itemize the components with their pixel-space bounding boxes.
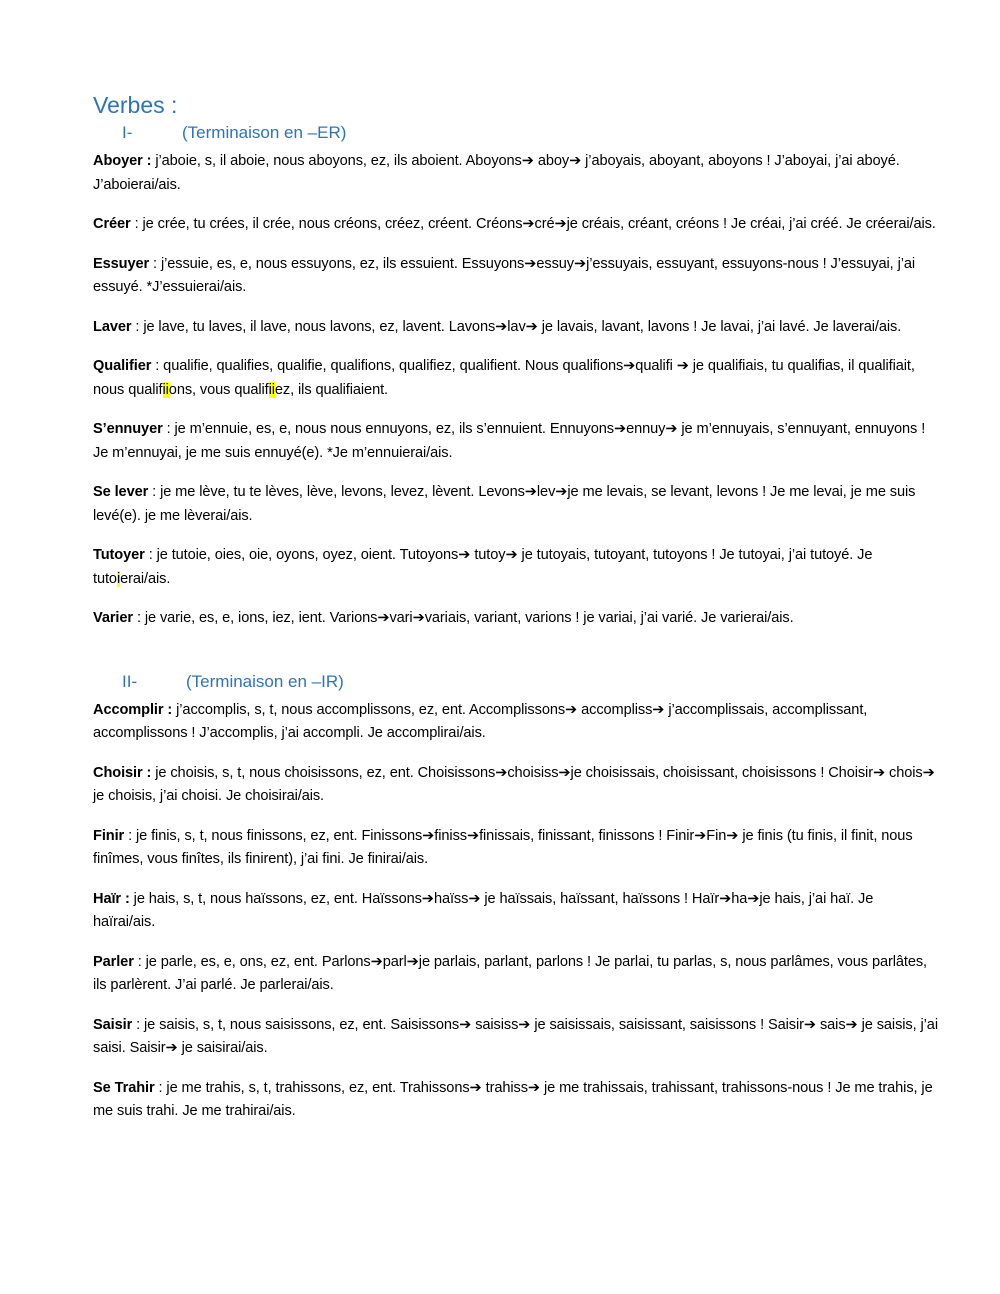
verb-entry-qualifier xyxy=(93,355,938,402)
verb-entry-se-lever xyxy=(93,481,938,528)
verb-entry-aboyer xyxy=(93,150,938,197)
verb-conjugation: je hais, s, t, nous haïssons, ez, ent. Haïssons➔haïss➔ je haïssais, haïssant, haïssons ! Haïr➔ha➔je hais, j’ai haï. Je haïrai/ais. xyxy=(93,890,874,930)
verb-name: Haïr : xyxy=(93,890,130,907)
verb-conjugation: je choisis, s, t, nous choisissons, ez, ent. Choisissons➔choisiss➔je choisissais, choisissant, choisissons ! Choisir➔ chois➔ je choisis, j’ai choisi. Je choisirai/ais. xyxy=(93,764,935,804)
verb-entry-laver xyxy=(93,316,938,340)
verb-name: Créer xyxy=(93,216,131,232)
verb-conjugation: : j’essuie, es, e, nous essuyons, ez, ils essuient. Essuyons➔essuy➔j’essuyais, essuyant, essuyons-nous ! J’essuyai, j’ai essuyé. *J’essuierai/ais. xyxy=(93,255,916,295)
verb-name: Choisir : xyxy=(93,764,152,781)
verb-entry-hair xyxy=(93,888,938,935)
verb-entry-accomplir xyxy=(93,699,938,746)
verb-name: Tutoyer xyxy=(93,547,145,563)
verb-name: Qualifier xyxy=(93,358,152,374)
section-spacer xyxy=(93,647,938,671)
verb-conjugation: : je me trahis, s, t, trahissons, ez, ent. Trahissons➔ trahiss➔ je me trahissais, trahissant, trahissons-nous ! Je me trahis, je me suis trahi. Je me trahirai/ais. xyxy=(93,1079,933,1119)
section-number: II- xyxy=(122,671,138,691)
verb-conjugation: : qualifie, qualifies, qualifie, qualifions, qualifiez, qualifient. Nous qualifions➔qualifi ➔ je qualifiais, tu qualifias, il qualifiait, nous qualif xyxy=(93,358,915,398)
verb-entry-sennuyer xyxy=(93,418,938,465)
section-title: (Terminaison en –IR) xyxy=(186,671,344,691)
verb-conjugation: j’aboie, s, il aboie, nous aboyons, ez, ils aboient. Aboyons➔ aboy➔ j’aboyais, aboyant, aboyons ! J’aboyai, j’ai aboyé. J’aboierai/ais. xyxy=(93,153,900,193)
section-number: I- xyxy=(122,123,133,142)
verb-entry-saisir xyxy=(93,1014,938,1061)
verb-name: Se Trahir xyxy=(93,1079,155,1096)
verb-name: Parler xyxy=(93,953,134,970)
verb-name: Varier xyxy=(93,610,133,626)
verb-conjugation: : je tutoie, oies, oie, oyons, oyez, oient. Tutoyons➔ tutoy➔ je tutoyais, tutoyant, tutoyons ! Je tutoyai, j’ai tutoyé. Je tuto xyxy=(93,547,873,587)
verb-entry-choisir xyxy=(93,762,938,809)
verb-entry-parler xyxy=(93,951,938,998)
verb-conjugation: : je crée, tu crées, il crée, nous créons, créez, créent. Créons➔cré➔je créais, créant, créons ! Je créai, j’ai créé. Je créerai/ais. xyxy=(130,216,936,232)
verb-name: S’ennuyer xyxy=(93,421,163,437)
section-heading-er xyxy=(93,122,938,144)
verb-name: Aboyer : xyxy=(93,153,152,169)
section-heading-ir xyxy=(93,671,938,693)
verb-conjugation: ez, ils qualifiaient. xyxy=(274,381,388,398)
verb-name: Essuyer xyxy=(93,255,150,272)
verb-conjugation: : je finis, s, t, nous finissons, ez, ent. Finissons➔finiss➔finissais, finissant, finissons ! Finir➔Fin➔ je finis (tu finis, il finit, nous finîmes, vous finîtes, ils finirent), j’ai fini. Je finirai/ais. xyxy=(93,827,913,867)
verb-name: Finir xyxy=(93,827,125,844)
document-page xyxy=(93,90,938,1140)
highlighted-text: ii xyxy=(162,381,169,398)
verb-conjugation: : je saisis, s, t, nous saisissons, ez, ent. Saisissons➔ saisiss➔ je saisissais, saisissant, saisissons ! Saisir➔ sais➔ je saisis, j’ai saisi. Saisir➔ je saisirai/ais. xyxy=(93,1016,938,1056)
highlighted-text: i xyxy=(116,570,121,587)
verb-entry-essuyer xyxy=(93,253,938,300)
verb-conjugation: j’accomplis, s, t, nous accomplissons, ez, ent. Accomplissons➔ accompliss➔ j’accomplissais, accomplissant, accomplissons ! J’accomplis, j’ai accompli. Je accomplirai/ais. xyxy=(93,701,868,741)
verb-name: Accomplir : xyxy=(93,701,173,718)
verb-name: Saisir xyxy=(93,1016,133,1033)
section-title: (Terminaison en –ER) xyxy=(182,123,347,142)
verb-conjugation: : je me lève, tu te lèves, lève, levons, levez, lèvent. Levons➔lev➔je me levais, se levant, levons ! Je me levai, je me suis levé(e). je me lèverai/ais. xyxy=(93,484,916,524)
document-title: Verbes : xyxy=(93,92,178,118)
verb-entry-se-trahir xyxy=(93,1077,938,1124)
verb-conjugation: ons, vous qualif xyxy=(168,381,269,398)
verb-entry-varier xyxy=(93,607,938,631)
verb-conjugation: : je parle, es, e, ons, ez, ent. Parlons➔parl➔je parlais, parlant, parlons ! Je parlai, tu parlas, s, nous parlâmes, vous parlâtes, ils parlèrent. J’ai parlé. Je parlerai/ais. xyxy=(93,953,928,993)
verb-name: Se lever xyxy=(93,484,149,500)
verb-entry-tutoyer xyxy=(93,544,938,591)
verb-name: Laver xyxy=(93,318,132,335)
verb-conjugation: erai/ais. xyxy=(120,570,171,587)
verb-entry-creer xyxy=(93,213,938,237)
verb-conjugation: : je varie, es, e, ions, iez, ient. Varions➔vari➔variais, variant, varions ! je variai, j’ai varié. Je varierai/ais. xyxy=(132,610,794,626)
verb-conjugation: : je lave, tu laves, il lave, nous lavons, ez, lavent. Lavons➔lav➔ je lavais, lavant, lavons ! Je lavai, j’ai lavé. Je laverai/ais. xyxy=(131,318,902,335)
highlighted-text: ii xyxy=(268,381,275,398)
verb-conjugation: : je m’ennuie, es, e, nous nous ennuyons, ez, ils s’ennuient. Ennuyons➔ennuy➔ je m’ennuyais, s’ennuyant, ennuyons ! Je m’ennuyai, je me suis ennuyé(e). *Je m’ennuierai/ais. xyxy=(93,421,926,461)
verb-entry-finir xyxy=(93,825,938,872)
